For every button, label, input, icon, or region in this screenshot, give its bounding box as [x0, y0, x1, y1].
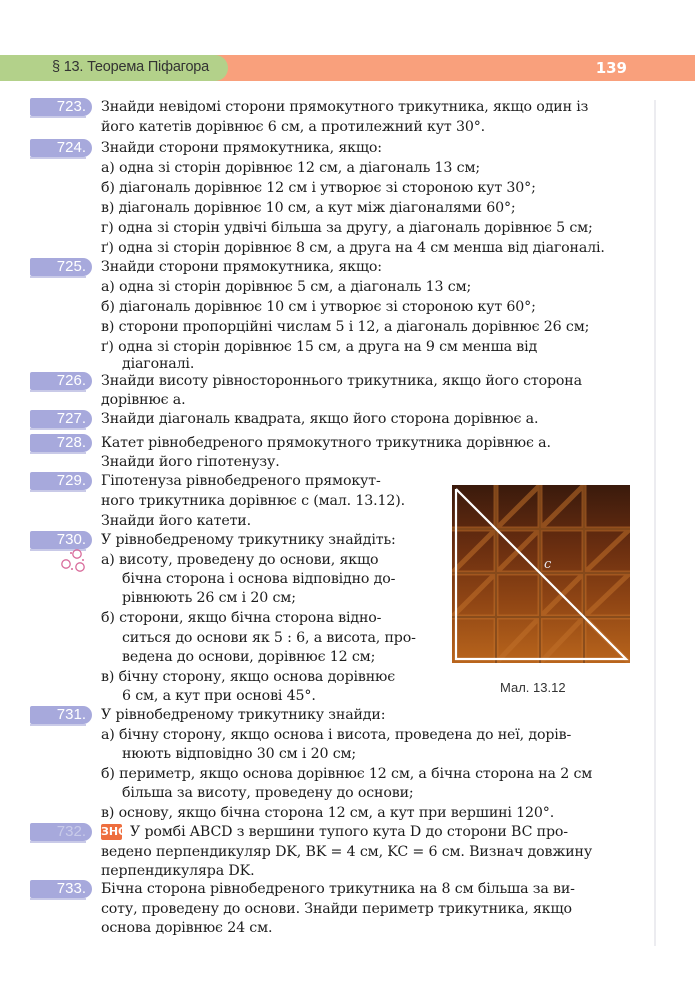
- problem-number-badge: 733.: [30, 880, 92, 898]
- problem-subitem: рівнюють 26 см і 20 см;: [122, 590, 296, 606]
- problem-subitem: ґ) одна зі сторін дорівнює 8 см, а друга на 4 см менша від діагоналі.: [101, 240, 605, 256]
- problem-text: Катет рівнобедреного прямокутного трикутника дорівнює a.: [101, 435, 551, 451]
- problem-subitem: ситься до основи як 5 : 6, а висота, про-: [122, 630, 416, 646]
- problem-number-badge: 732.: [30, 823, 92, 841]
- page-header: [0, 55, 695, 81]
- problem-text: соту, проведену до основи. Знайди периметр трикутника, якщо: [101, 901, 572, 917]
- problem-subitem: ґ) одна зі сторін дорівнює 15 см, а друга на 9 см менша від: [101, 339, 538, 355]
- section-title: § 13. Теорема Піфагора: [52, 59, 210, 75]
- problem-number-badge: 725.: [30, 258, 92, 276]
- problem-subitem: б) діагональ дорівнює 12 см і утворює зі стороною кут 30°;: [101, 180, 536, 196]
- problem-text: ведено перпендикуляр DK, BK = 4 см, KC = 6 см. Визнач довжину: [101, 844, 593, 860]
- problem-text: його катетів дорівнює 6 см, а протилежний кут 30°.: [101, 119, 486, 135]
- figure-caption: Мал. 13.12: [500, 680, 566, 695]
- problem-text: основа дорівнює 24 см.: [101, 920, 273, 936]
- problem-text: Гіпотенуза рівнобедреного прямокут-: [101, 473, 381, 489]
- problem-text: ного трикутника дорівнює c (мал. 13.12).: [101, 493, 406, 509]
- problem-subitem: діагоналі.: [122, 356, 195, 372]
- problem-text: Знайди сторони прямокутника, якщо:: [101, 140, 382, 156]
- hypotenuse-label: c: [544, 557, 552, 572]
- teamwork-dots-icon: [60, 548, 88, 574]
- problem-number-badge: 724.: [30, 139, 92, 157]
- problem-subitem: 6 см, а кут при основі 45°.: [122, 688, 316, 704]
- problem-subitem: нюють відповідно 30 см і 20 см;: [122, 746, 357, 762]
- problem-number-badge: 727.: [30, 410, 92, 428]
- problem-subitem: ведена до основи, дорівнює 12 см;: [122, 649, 376, 665]
- zno-badge: ЗНО: [101, 825, 128, 838]
- problem-text: У ромбі ABCD з вершини тупого кута D до сторони BC про-: [130, 824, 568, 840]
- problem-subitem: а) висоту, проведену до основи, якщо: [101, 552, 379, 568]
- problem-number-badge: 726.: [30, 372, 92, 390]
- problem-subitem: б) сторони, якщо бічна сторона відно-: [101, 610, 382, 626]
- problem-subitem: в) діагональ дорівнює 10 см, а кут між діагоналями 60°;: [101, 200, 516, 216]
- problem-text: Знайди сторони прямокутника, якщо:: [101, 259, 382, 275]
- problem-text: Знайди невідомі сторони прямокутного трикутника, якщо один із: [101, 99, 589, 115]
- margin-rule: [654, 100, 656, 946]
- problem-number-badge: 730.: [30, 531, 92, 549]
- problem-text: дорівнює a.: [101, 392, 186, 408]
- problem-text: Знайди його катети.: [101, 513, 251, 529]
- problem-subitem: а) одна зі сторін дорівнює 5 см, а діагональ 13 см;: [101, 279, 472, 295]
- problem-text: Бічна сторона рівнобедреного трикутника на 8 см більша за ви-: [101, 881, 575, 897]
- problem-number-badge: 723.: [30, 98, 92, 116]
- problem-number-badge: 729.: [30, 472, 92, 490]
- problem-subitem: б) діагональ дорівнює 10 см і утворює зі стороною кут 60°;: [101, 299, 536, 315]
- problem-text: Знайди діагональ квадрата, якщо його сторона дорівнює a.: [101, 411, 539, 427]
- section-band: [0, 55, 228, 81]
- problem-subitem: а) бічну сторону, якщо основа і висота, проведена до неї, дорів-: [101, 727, 572, 743]
- problem-subitem: більша за висоту, проведену до основи;: [122, 785, 414, 801]
- problem-subitem: в) сторони пропорційні числам 5 і 12, а діагональ дорівнює 26 см;: [101, 319, 590, 335]
- problem-text: У рівнобедреному трикутнику знайди:: [101, 707, 386, 723]
- problem-subitem: г) одна зі сторін удвічі більша за другу, а діагональ дорівнює 5 см;: [101, 220, 593, 236]
- problem-text: Знайди його гіпотенузу.: [101, 454, 280, 470]
- figure-garage-door: [452, 485, 630, 663]
- page-number: 139: [595, 59, 627, 77]
- garage-door-illustration: [452, 485, 630, 663]
- problem-text: перпендикуляра DK.: [101, 863, 255, 879]
- problem-subitem: в) основу, якщо бічна сторона 12 см, а кут при вершині 120°.: [101, 805, 555, 821]
- problem-subitem: в) бічну сторону, якщо основа дорівнює: [101, 669, 396, 685]
- problem-subitem: б) периметр, якщо основа дорівнює 12 см, а бічна сторона на 2 см: [101, 766, 593, 782]
- problem-number-badge: 728.: [30, 434, 92, 452]
- problem-subitem: бічна сторона і основа відповідно до-: [122, 571, 396, 587]
- problem-subitem: а) одна зі сторін дорівнює 12 см, а діагональ 13 см;: [101, 160, 480, 176]
- problem-text: У рівнобедреному трикутнику знайдіть:: [101, 532, 396, 548]
- problem-text: Знайди висоту рівностороннього трикутника, якщо його сторона: [101, 373, 582, 389]
- problem-number-badge: 731.: [30, 706, 92, 724]
